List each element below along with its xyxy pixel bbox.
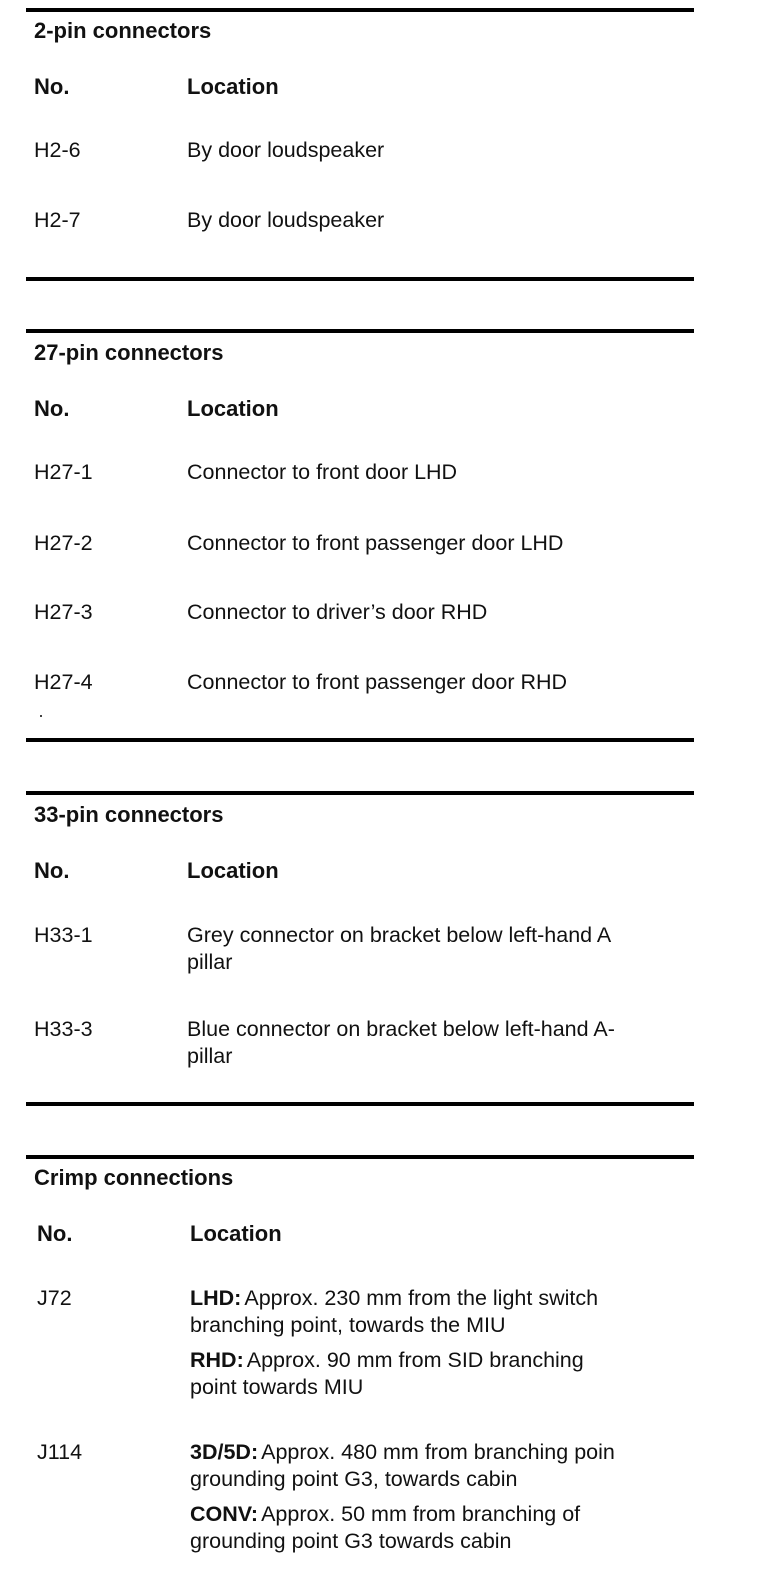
column-header-location: Location — [187, 74, 279, 99]
column-header-no: No. — [34, 396, 70, 421]
crimp-location-text: Approx. 50 mm from branching of — [261, 1502, 581, 1526]
variant-label: CONV: — [190, 1502, 259, 1526]
variant-label: LHD: — [190, 1286, 242, 1310]
connector-location-continued: pillar — [187, 950, 233, 974]
column-header-location: Location — [190, 1221, 282, 1246]
column-header-location: Location — [187, 858, 279, 883]
crimp-location-continued: grounding point G3 towards cabin — [190, 1529, 512, 1553]
crimp-number: J72 — [37, 1286, 72, 1310]
column-header-no: No. — [34, 74, 70, 99]
connector-number: H2-6 — [34, 138, 81, 162]
section-top-rule — [26, 1155, 694, 1159]
section-top-rule — [26, 791, 694, 795]
section-title: 33-pin connectors — [34, 802, 224, 827]
crimp-location-text: Approx. 480 mm from branching poin — [261, 1440, 615, 1464]
section-title: 27-pin connectors — [34, 340, 224, 365]
section-title: Crimp connections — [34, 1165, 234, 1190]
crimp-location — [190, 1437, 768, 1467]
connector-location: Blue connector on bracket below left-hand A- — [187, 1017, 615, 1041]
section-top-rule — [26, 329, 694, 333]
connector-location: Connector to front door LHD — [187, 460, 458, 484]
stray-mark — [40, 715, 42, 717]
section-bottom-rule — [26, 1102, 694, 1106]
crimp-location — [190, 1345, 584, 1375]
connector-location: By door loudspeaker — [187, 138, 385, 162]
section-bottom-rule — [26, 277, 694, 281]
connector-location: By door loudspeaker — [187, 208, 385, 232]
connector-location: Grey connector on bracket below left-hand A — [187, 923, 612, 947]
crimp-location-text: Approx. 230 mm from the light switch — [244, 1286, 599, 1310]
section-title: 2-pin connectors — [34, 18, 212, 43]
crimp-location-continued: grounding point G3, towards cabin — [190, 1467, 518, 1491]
connector-location: Connector to driver’s door RHD — [187, 600, 488, 624]
connector-number: H33-3 — [34, 1017, 93, 1041]
connector-location-continued: pillar — [187, 1044, 233, 1068]
column-header-no: No. — [37, 1221, 73, 1246]
connector-number: H27-3 — [34, 600, 93, 624]
connector-location: Connector to front passenger door LHD — [187, 531, 564, 555]
crimp-location-continued: branching point, towards the MIU — [190, 1313, 506, 1337]
variant-label: 3D/5D: — [190, 1440, 259, 1464]
connector-number: H27-1 — [34, 460, 93, 484]
section-bottom-rule — [26, 738, 694, 742]
crimp-location-text: Approx. 90 mm from SID branching — [246, 1348, 584, 1372]
section-top-rule — [26, 8, 694, 12]
connector-location: Connector to front passenger door RHD — [187, 670, 568, 694]
connector-number: H2-7 — [34, 208, 81, 232]
connector-number: H33-1 — [34, 923, 93, 947]
crimp-location-continued: point towards MIU — [190, 1375, 364, 1399]
connector-number: H27-4 — [34, 670, 93, 694]
crimp-location — [190, 1283, 598, 1313]
crimp-number: J114 — [37, 1440, 83, 1464]
crimp-location — [190, 1499, 580, 1529]
column-header-no: No. — [34, 858, 70, 883]
connector-number: H27-2 — [34, 531, 93, 555]
column-header-location: Location — [187, 396, 279, 421]
variant-label: RHD: — [190, 1348, 244, 1372]
